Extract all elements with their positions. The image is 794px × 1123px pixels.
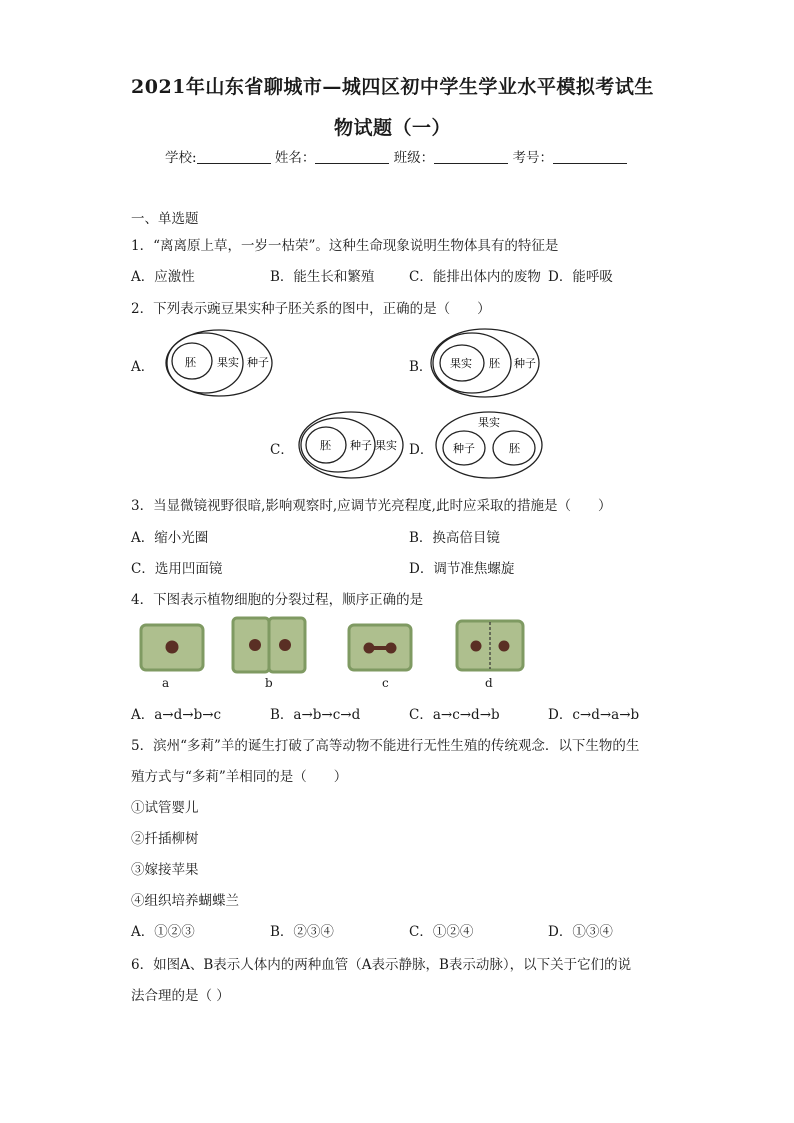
q2-diagram-a: [163, 326, 278, 400]
class-blank[interactable]: [434, 151, 508, 164]
diagram-b-label-seed: 种子: [514, 357, 536, 370]
diagram-d-label-fruit: 果实: [478, 416, 500, 429]
page-title-line1: 2021年山东省聊城市—城四区初中学生学业水平模拟考试生: [131, 76, 654, 98]
page-title-line2: 物试题（一）: [334, 117, 452, 139]
student-info-row: [165, 146, 627, 166]
q5-option-b[interactable]: B．②③④: [270, 924, 334, 940]
q6-stem-line2: 法合理的是（ ）: [131, 988, 230, 1004]
cell-figure-a: [136, 622, 208, 672]
q2-diagram-b: [428, 326, 543, 400]
diagram-c-label-fruit: 果实: [375, 439, 397, 452]
school-label: 学校:: [165, 150, 197, 166]
q2-option-c[interactable]: C．: [270, 442, 294, 458]
q5-item-2: ②扦插柳树: [131, 831, 199, 847]
cell-figure-c: [344, 622, 416, 672]
cell-figure-b: [229, 614, 309, 674]
q2-option-d[interactable]: D．: [409, 442, 434, 458]
exam-number-blank[interactable]: [553, 151, 627, 164]
q5-item-3: ③嫁接苹果: [131, 862, 199, 878]
q5-option-d[interactable]: D．①③④: [548, 924, 613, 940]
q4-stem: 4．下图表示植物细胞的分裂过程，顺序正确的是: [131, 592, 424, 608]
q5-option-a[interactable]: A．①②③: [131, 924, 195, 940]
q3-option-b[interactable]: B．换高倍目镜: [409, 530, 500, 546]
cell-label-d: d: [485, 676, 493, 690]
q3-option-a[interactable]: A．缩小光圈: [131, 530, 209, 546]
q3-stem: 3．当显微镜视野很暗,影响观察时,应调节光亮程度,此时应采取的措施是（ ）: [131, 498, 612, 514]
q4-option-d[interactable]: D．c→d→a→b: [548, 707, 640, 723]
q1-option-c[interactable]: C．能排出体内的废物: [409, 269, 541, 285]
diagram-d-label-seed: 种子: [453, 442, 475, 455]
q4-option-c[interactable]: C．a→c→d→b: [409, 707, 500, 723]
q3-option-d[interactable]: D．调节准焦螺旋: [409, 561, 515, 577]
diagram-b-label-fruit: 果实: [450, 357, 472, 370]
name-label: 姓名：: [274, 150, 316, 166]
diagram-a-label-seed: 种子: [247, 356, 269, 369]
q2-diagram-d: [433, 408, 545, 482]
class-label: 班级：: [393, 150, 435, 166]
name-blank[interactable]: [315, 151, 389, 164]
q2-stem: 2．下列表示豌豆果实种子胚关系的图中，正确的是（ ）: [131, 301, 491, 317]
q2-option-b[interactable]: B．: [409, 359, 433, 375]
q1-option-d[interactable]: D．能呼吸: [548, 269, 613, 285]
diagram-d-label-embryo: 胚: [509, 442, 520, 455]
q1-option-b[interactable]: B．能生长和繁殖: [270, 269, 375, 285]
q5-stem-line1: 5．滨州“多莉”羊的诞生打破了高等动物不能进行无性生殖的传统观念．以下生物的生: [131, 738, 640, 754]
diagram-b-label-embryo: 胚: [489, 357, 500, 370]
diagram-c-label-embryo: 胚: [320, 439, 331, 452]
q1-stem: 1．“离离原上草，一岁一枯荣”。这种生命现象说明生物体具有的特征是: [131, 238, 559, 254]
cell-label-a: a: [162, 676, 170, 690]
cell-label-b: b: [265, 676, 273, 690]
school-blank[interactable]: [197, 151, 271, 164]
q2-option-a[interactable]: A．: [131, 359, 155, 375]
q5-option-c[interactable]: C．①②④: [409, 924, 474, 940]
diagram-a-label-fruit: 果实: [217, 356, 239, 369]
section-heading: 一、单选题: [131, 211, 199, 227]
q5-item-1: ①试管婴儿: [131, 800, 199, 816]
q5-stem-line2: 殖方式与“多莉”羊相同的是（ ）: [131, 769, 348, 785]
q3-option-c[interactable]: C．选用凹面镜: [131, 561, 223, 577]
exam-number-label: 考号：: [512, 150, 553, 166]
q5-item-4: ④组织培养蝴蝶兰: [131, 893, 239, 909]
diagram-a-label-embryo: 胚: [185, 356, 196, 369]
diagram-c-label-seed: 种子: [350, 439, 372, 452]
q1-option-a[interactable]: A．应激性: [131, 269, 195, 285]
q6-stem-line1: 6．如图A、B表示人体内的两种血管（A表示静脉，B表示动脉），以下关于它们的说: [131, 957, 632, 973]
cell-label-c: c: [382, 676, 389, 690]
q2-diagram-c: [296, 408, 408, 482]
cell-figure-d: [452, 618, 528, 672]
q4-option-a[interactable]: A．a→d→b→c: [131, 707, 222, 723]
q4-option-b[interactable]: B．a→b→c→d: [270, 707, 361, 723]
